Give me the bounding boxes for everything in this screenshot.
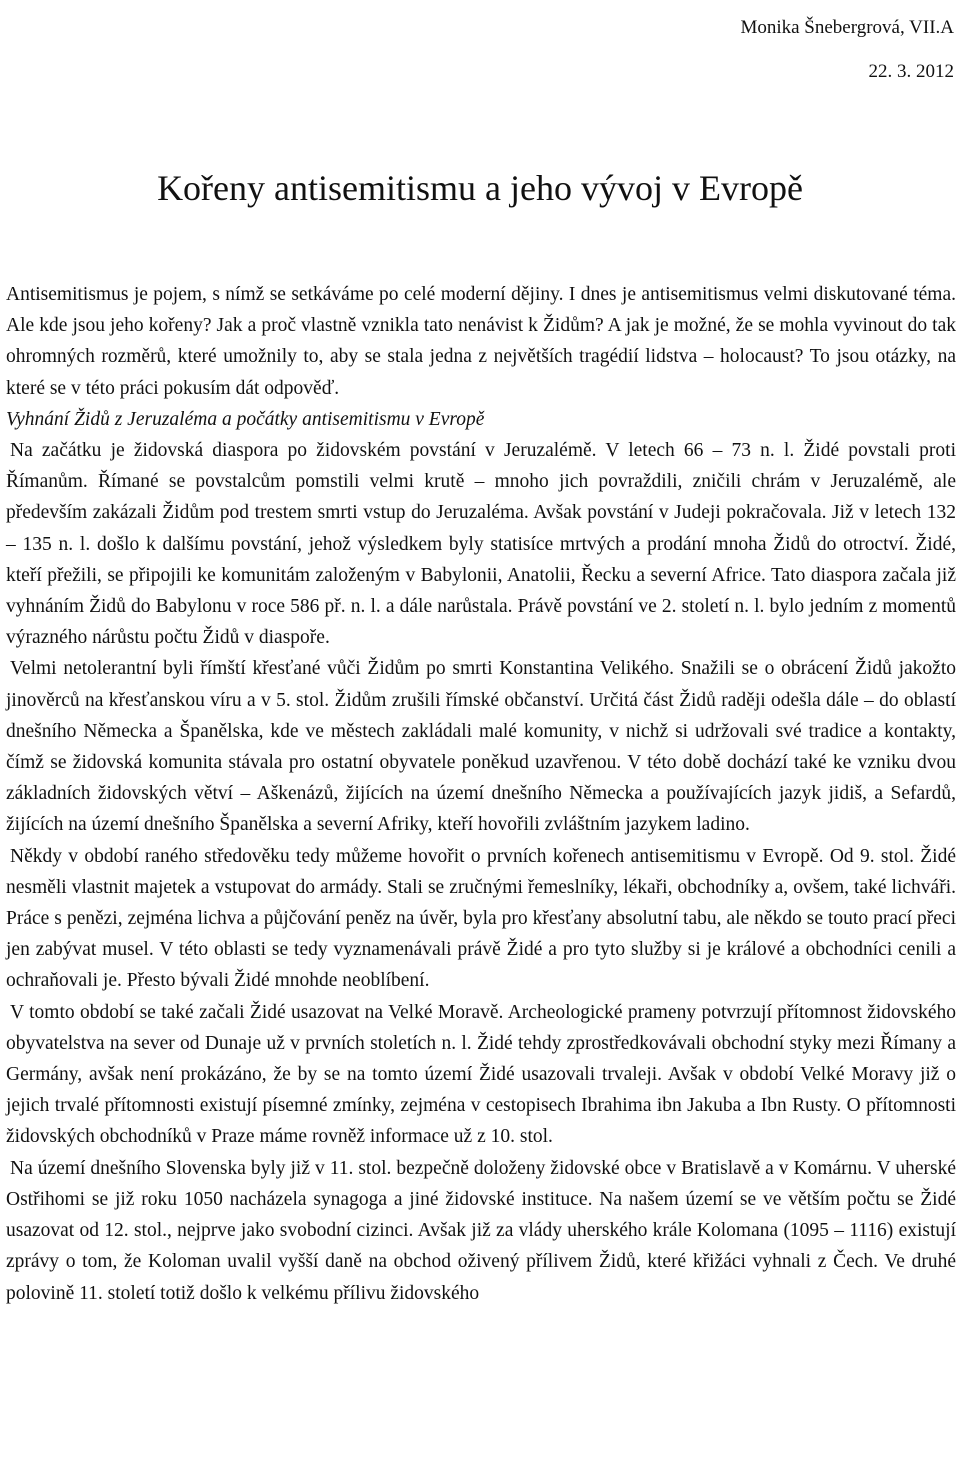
- body-paragraph: V tomto období se také začali Židé usazovat na Velké Moravě. Archeologické prameny potvrzují přítomnost židovského obyvatelstva na sever od Dunaje už v prvních stoletích n. l. Židé tehdy zprostředkovávali obchodní styky mezi Římany a Germány, avšak není prokázáno, že by se na tomto území Židé usazovali trvaleji. Avšak v období Velké Moravy již o jejich trvalé přítomnosti existují písemné zmínky, zejména v cestopisech Ibrahima ibn Jakuba a Ibn Rusty. O přítomnosti židovských obchodníků v Praze máme rovněž informace už z 10. stol.: [6, 1001, 956, 1148]
- body-paragraph: Na začátku je židovská diaspora po židovském povstání v Jeruzalémě. V letech 66 – 73 n. l. Židé povstali proti Římanům. Římané se povstalcům pomstili velmi krutě – mnoho jich povraždili, zničili chrám v Jeruzalémě, ale především zakázali Židům pod trestem smrti vstup do Jeruzaléma. Avšak povstání v Judeji pokračovala. Již v letech 132 – 135 n. l. došlo k dalšímu povstání, jehož výsledkem byly statisíce mrtvých a prodání mnoha Židů do otroctví. Židé, kteří přežili, se připojili ke komunitám založeným v Babylonii, Anatolii, Řecku a severní Africe. Tato diaspora začala již vyhnáním Židů do Babylonu v roce 586 př. n. l. a dále narůstala. Právě povstání ve 2. století n. l. bylo jedním z momentů výrazného nárůstu počtu Židů v diaspoře.: [6, 440, 956, 649]
- document-body: [6, 279, 956, 1309]
- body-paragraph: Někdy v období raného středověku tedy můžeme hovořit o prvních kořenech antisemitismu v Evropě. Od 9. stol. Židé nesměli vlastnit majetek a vstupovat do armády. Stali se zručnými řemeslníky, lékaři, obchodníky a, ovšem, také lichváři. Práce s penězi, zejména lichva a půjčování peněz na úvěr, byla pro křesťany absolutní tabu, ale někdo se touto prací přeci jen zabývat musel. V této oblasti se tedy vyznamenávali právě Židé a pro tyto služby si je králové a obchodníci cenili a ochraňovali je. Přesto bývali Židé mnohde neoblíbení.: [6, 845, 956, 992]
- document-title: Kořeny antisemitismu a jeho vývoj v Evropě: [157, 168, 803, 208]
- date-line: 22. 3. 2012: [868, 61, 954, 82]
- intro-paragraph: Antisemitismus je pojem, s nímž se setkáváme po celé moderní dějiny. I dnes je antisemitismus velmi diskutované téma. Ale kde jsou jeho kořeny? Jak a proč vlastně vznikla tato nenávist k Židům? A jak je možné, že se mohla vyvinout do tak ohromných rozměrů, které umožnily to, aby se stala jedna z největších tragédií lidstva – holocaust? To jsou otázky, na které se v této práci pokusím dát odpověď.: [6, 284, 956, 399]
- section-heading: Vyhnání Židů z Jeruzaléma a počátky antisemitismu v Evropě: [6, 408, 485, 430]
- body-paragraph: Na území dnešního Slovenska byly již v 11. stol. bezpečně doloženy židovské obce v Bratislavě a v Komárnu. V uherské Ostřihomi se již roku 1050 nacházela synagoga a jiné židovské instituce. Na našem území se ve větším počtu se Židé usazovat od 12. stol., nejprve jako svobodní cizinci. Avšak již za vlády uherského krále Kolomana (1095 – 1116) existují zprávy o tom, že Koloman uvalil vyšší daně na obchod oživený přílivem Židů, které křižáci vyhnali z Čech. Ve druhé polovině 11. století totiž došlo k velkému přílivu židovského: [6, 1157, 956, 1304]
- document-header: [740, 6, 954, 94]
- body-paragraph: Velmi netolerantní byli římští křesťané vůči Židům po smrti Konstantina Velikého. Snažili se o obrácení Židů jakožto jinověrců na křesťanskou víru a v 5. stol. Židům zrušili římské občanství. Určitá část Židů raději odešla dále – do oblastí dnešního Německa a Španělska, kde ve městech zakládali malé komunity, v nichž si udržovali své tradice a kontakty, čímž se židovská komunita stávala pro ostatní obyvatele poněkud uzavřenou. V této době dochází také ke vzniku dvou základních židovských větví – Aškenázů, žijících na území dnešního Německa a používajících jazyk jidiš, a Sefardů, žijících na území dnešního Španělska a severní Afriky, kteří hovořili zvláštním jazykem ladino.: [6, 658, 956, 836]
- author-line: Monika Šnebergrová, VII.A: [740, 17, 954, 38]
